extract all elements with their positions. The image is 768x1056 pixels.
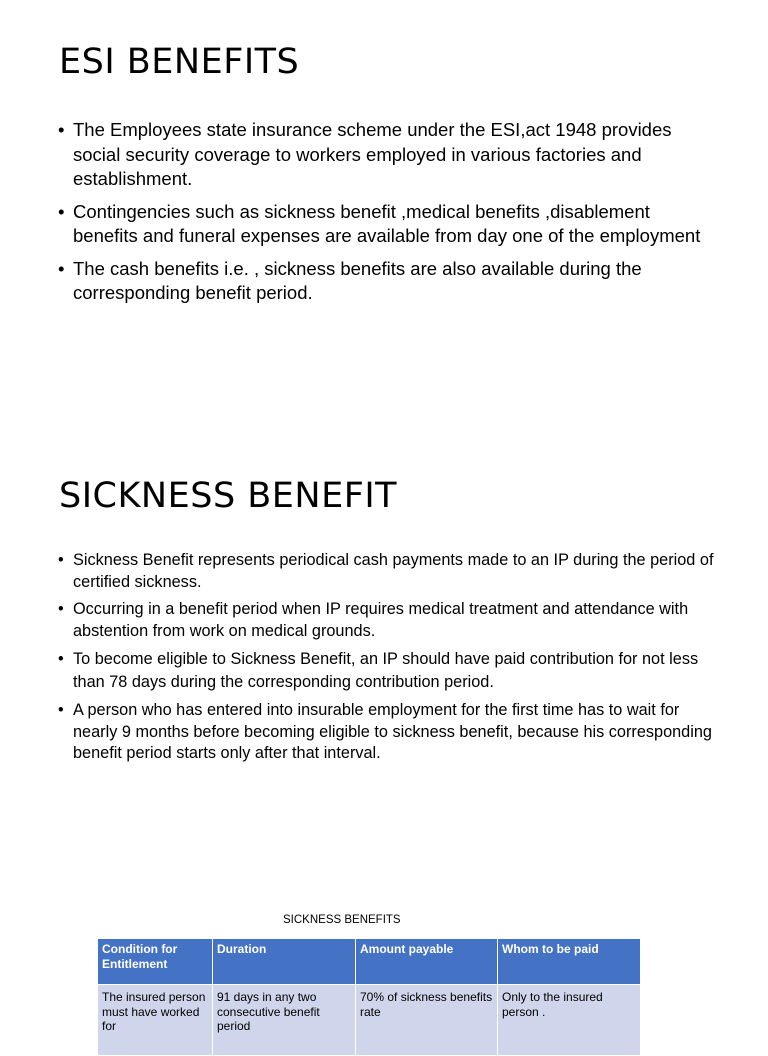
list-item: • Sickness Benefit represents periodical cash payments made to an IP during the period of certified sickness.	[58, 550, 728, 593]
table-cell: The insured person must have worked for	[98, 985, 213, 1056]
list-item: • The Employees state insurance scheme under the ESI,act 1948 provides social security coverage to workers employed in various factories and establishment.	[58, 118, 718, 192]
column-header: Amount payable	[356, 939, 498, 985]
list-item: • Contingencies such as sickness benefit ,medical benefits ,disablement benefits and funeral expenses are available from day one of the employment	[58, 200, 718, 249]
list-item: • A person who has entered into insurable employment for the first time has to wait for nearly 9 months before becoming eligible to sickness benefit, because his corresponding benefit period starts only after that interval.	[58, 700, 728, 765]
table-row	[98, 985, 641, 1056]
list-item: • Occurring in a benefit period when IP requires medical treatment and attendance with abstention from work on medical grounds.	[58, 599, 728, 642]
page-title: ESI BENEFITS	[59, 42, 300, 82]
table-cell: Only to the insured person .	[498, 985, 641, 1056]
column-header: Duration	[213, 939, 356, 985]
list-item: • The cash benefits i.e. , sickness benefits are also available during the corresponding benefit period.	[58, 257, 718, 306]
sickness-benefits-table	[97, 938, 641, 1056]
table-cell: 91 days in any two consecutive benefit period	[213, 985, 356, 1056]
section-title: SICKNESS BENEFIT	[59, 476, 398, 516]
sickness-benefit-list	[58, 550, 728, 771]
column-header: Whom to be paid	[498, 939, 641, 985]
column-header: Condition for Entitlement	[98, 939, 213, 985]
list-item: • To become eligible to Sickness Benefit, an IP should have paid contribution for not less than 78 days during the corresponding contribution period.	[58, 648, 728, 694]
table-cell: 70% of sickness benefits rate	[356, 985, 498, 1056]
table-caption: SICKNESS BENEFITS	[283, 914, 401, 926]
esi-benefits-list	[58, 118, 718, 314]
table-header-row	[98, 939, 641, 985]
